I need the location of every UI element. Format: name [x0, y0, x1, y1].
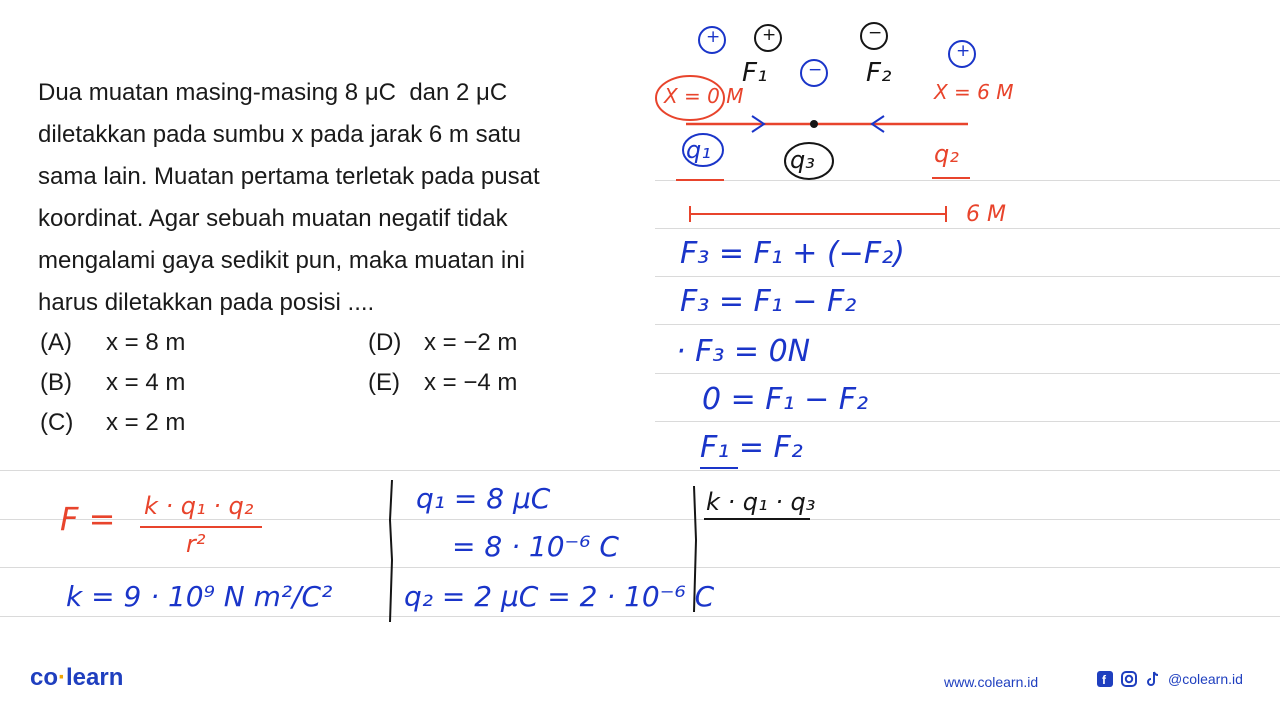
- force-label-f1: F₁: [742, 58, 768, 88]
- q1-value: q₁ = 8 μC: [416, 482, 551, 515]
- separator-line: [390, 480, 392, 622]
- option-label: (C): [40, 409, 74, 436]
- question-line: sama lain. Muatan pertama terletak pada pusat: [38, 163, 540, 190]
- formula-numerator: k · q₁ · q₂: [144, 492, 254, 520]
- option-text: x = 8 m: [106, 329, 186, 356]
- q2-value: q₂ = 2 μC = 2 · 10⁻⁶ C: [404, 580, 715, 613]
- option-text: x = 2 m: [106, 409, 186, 436]
- option-label: (A): [40, 329, 72, 356]
- option-text: x = −4 m: [424, 369, 518, 396]
- sign-minus: −: [868, 23, 883, 43]
- work-line: · F₃ = 0N: [676, 334, 811, 369]
- charge-point: [810, 120, 818, 128]
- sign-minus: −: [808, 60, 823, 80]
- logo-text: co: [30, 664, 59, 691]
- work-line: 0 = F₁ − F₂: [702, 382, 869, 417]
- formula-lhs: F =: [60, 500, 116, 538]
- sign-plus: +: [762, 25, 777, 45]
- end-label: X = 6 M: [934, 80, 1014, 104]
- instagram-icon[interactable]: [1120, 670, 1138, 688]
- formula-denominator: r²: [186, 530, 206, 558]
- option-label: (B): [40, 369, 72, 396]
- charge-q1: q₁: [686, 136, 711, 164]
- k-value: k = 9 · 10⁹ N m²/C²: [66, 580, 333, 613]
- colearn-logo: [30, 664, 123, 692]
- charge-q3: q₃: [790, 146, 815, 174]
- facebook-icon[interactable]: [1096, 670, 1114, 688]
- q1-value-si: = 8 · 10⁻⁶ C: [452, 530, 619, 563]
- sign-plus: +: [706, 27, 721, 47]
- force-label-f2: F₂: [866, 58, 892, 88]
- question-line: koordinat. Agar sebuah muatan negatif tidak: [38, 205, 508, 232]
- work-line: k · q₁ · q₃: [706, 488, 816, 516]
- charge-q2: q₂: [934, 140, 959, 168]
- option-text: x = 4 m: [106, 369, 186, 396]
- question-line: mengalami gaya sedikit pun, maka muatan ini: [38, 247, 525, 274]
- question-line: harus diletakkan pada posisi ....: [38, 289, 375, 316]
- work-line: F₃ = F₁ + (−F₂): [680, 236, 905, 271]
- social-links: [1096, 670, 1243, 688]
- work-line: F₃ = F₁ − F₂: [680, 284, 857, 319]
- sign-plus: +: [956, 41, 971, 61]
- website-link[interactable]: www.colearn.id: [944, 674, 1039, 690]
- question-line: Dua muatan masing-masing 8 μC dan 2 μC: [38, 79, 508, 106]
- distance-label: 6 M: [966, 202, 1006, 227]
- social-handle[interactable]: @colearn.id: [1168, 671, 1243, 687]
- logo-text: learn: [66, 664, 124, 691]
- option-label: (E): [368, 369, 400, 396]
- logo-dot: ·: [58, 664, 67, 691]
- option-label: (D): [368, 329, 402, 356]
- svg-text:f: f: [1102, 673, 1106, 687]
- option-text: x = −2 m: [424, 329, 518, 356]
- work-line: F₁ = F₂: [700, 430, 803, 465]
- origin-label: X = 0 M: [664, 84, 744, 108]
- question-line: diletakkan pada sumbu x pada jarak 6 m satu: [38, 121, 521, 148]
- tiktok-icon[interactable]: [1144, 670, 1162, 688]
